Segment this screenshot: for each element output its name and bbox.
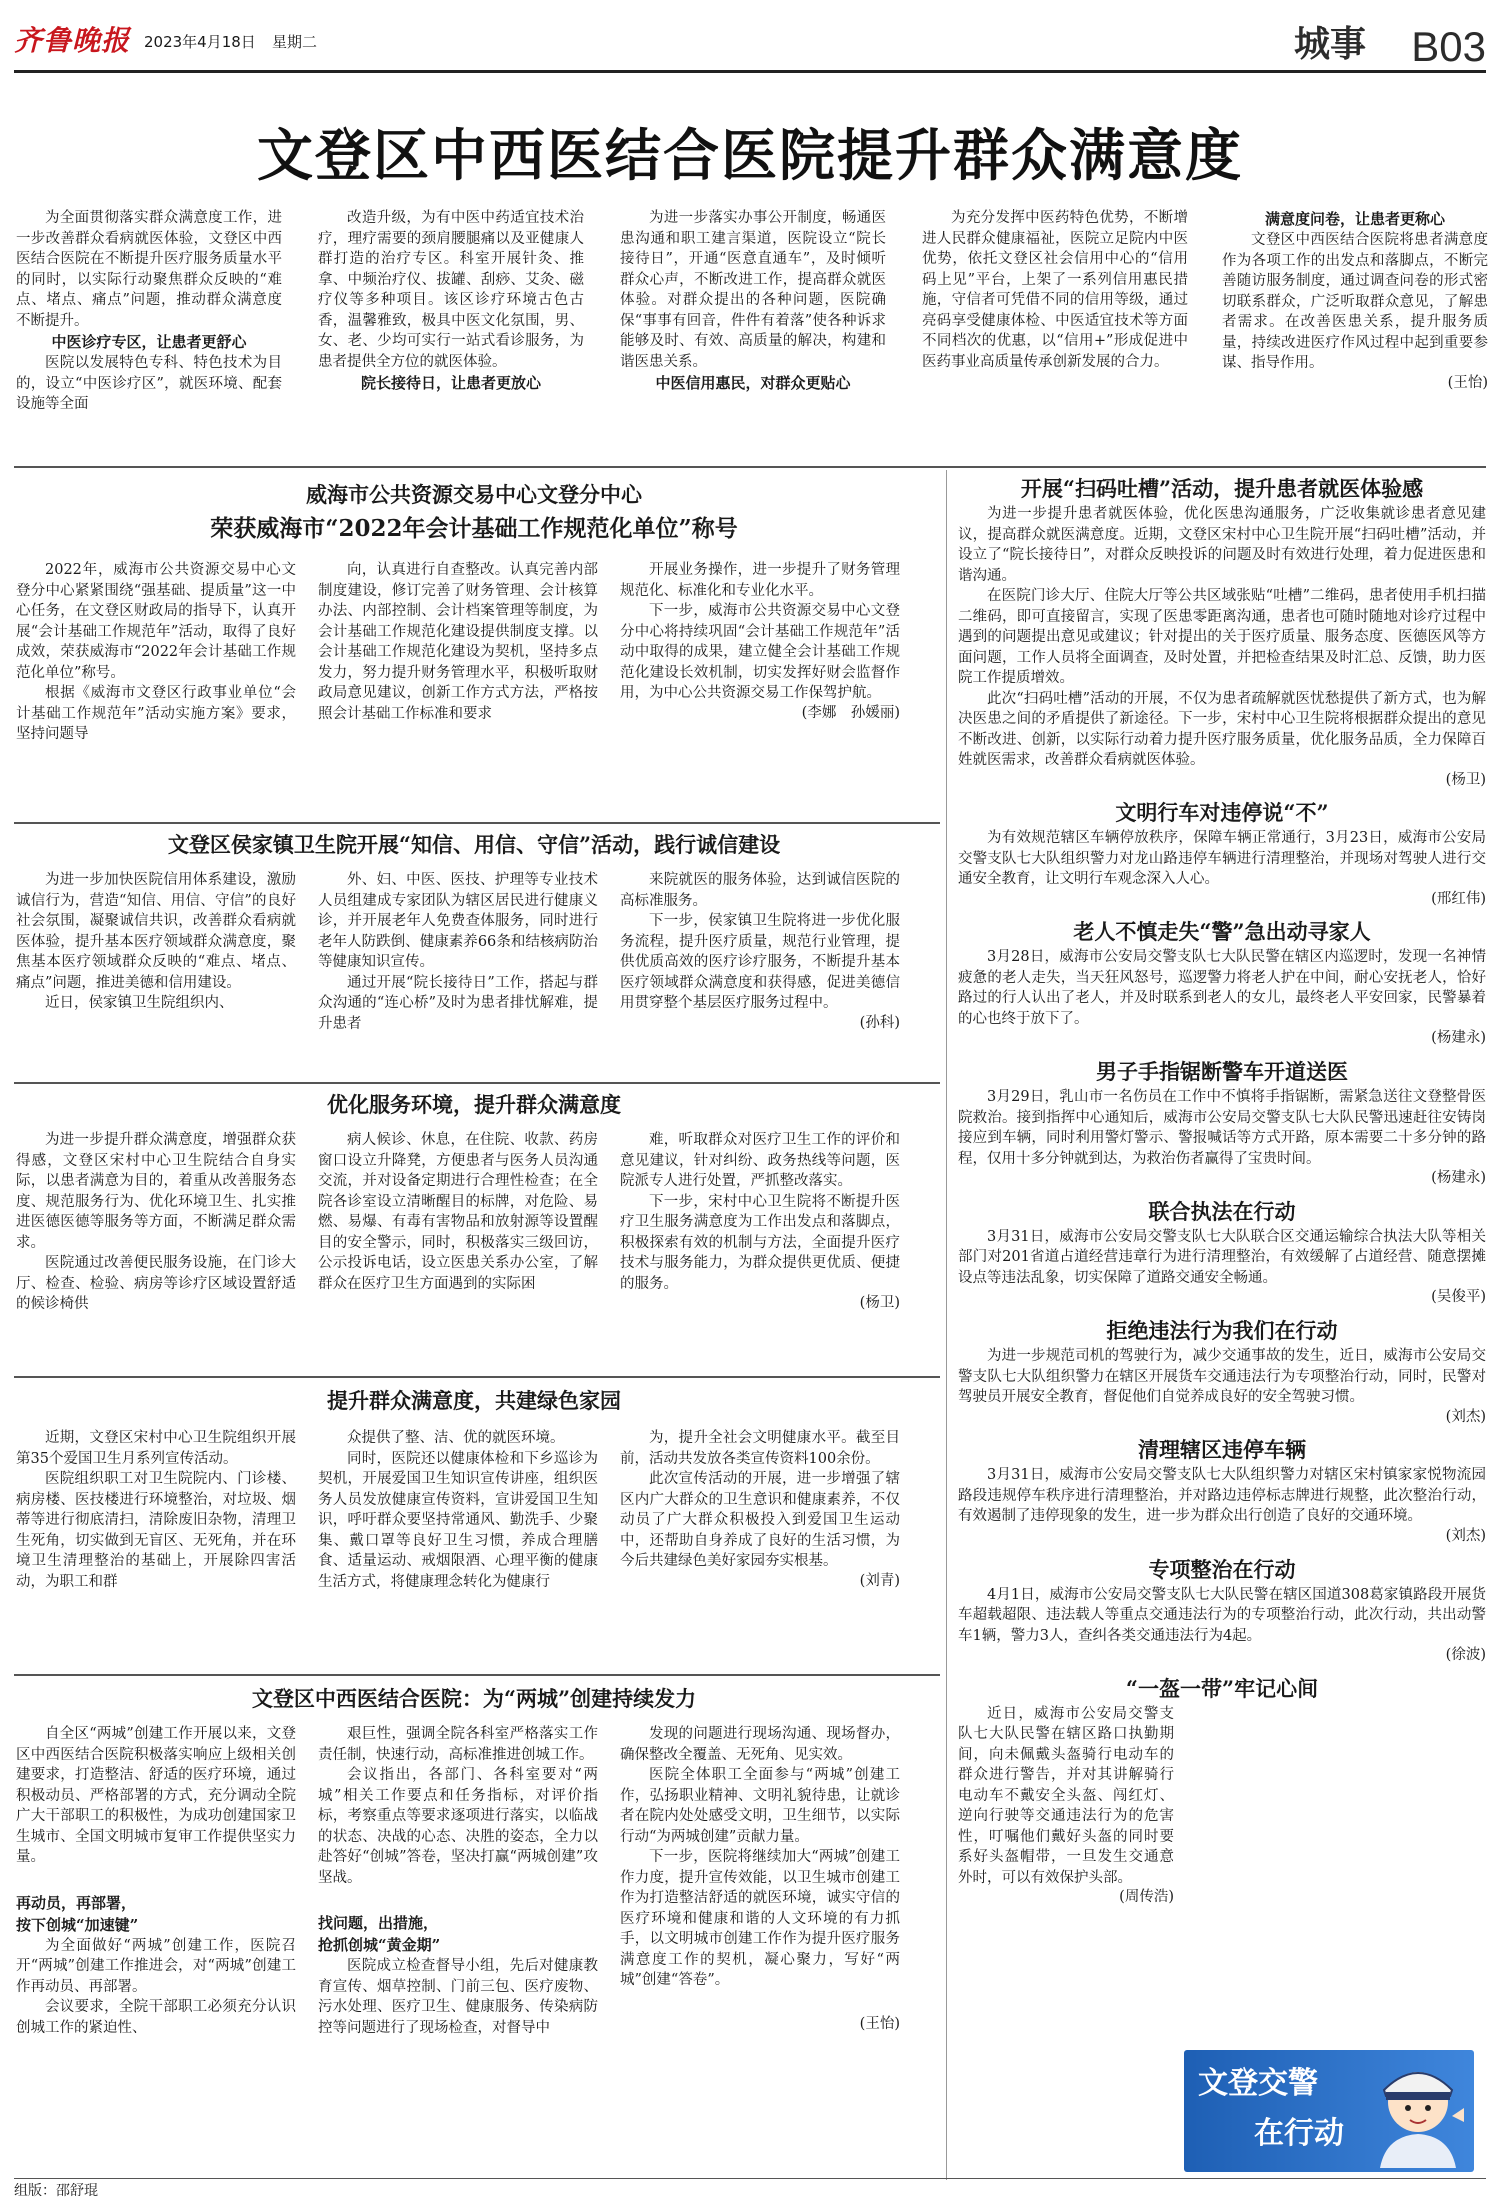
r5-text [958, 1227, 1486, 1289]
s5-col1-text [16, 1428, 296, 1592]
paragraph: 此次“扫码吐槽”活动的开展，不仅为患者疏解就医忧愁提供了新方式，也为解决医患之间的矛盾提供了新途径。下一步，宋村中心卫生院将根据群众提出的意见不断改进、创新，以实际行动着力提升医疗服务质量，优化服务品质，全力保障百姓就医需求，改善群众看病就医体验。 [958, 690, 1486, 768]
paragraph: 为有效规范辖区车辆停放秩序，保障车辆正常通行，3月23日，威海市公安局交警支队七大队组织警力对龙山路违停车辆进行清理整治，并现场对驾驶人进行交通安全教育，让文明行车观念深入人心。 [958, 830, 1486, 888]
r1-text [958, 504, 1486, 771]
r2-title: 文明行车对违停说“不” [1115, 800, 1329, 826]
paragraph: 为进一步落实办事公开制度，畅通医患沟通和职工建言渠道，医院设立“院长接待日”，开通“医意直通车”，及时倾听群众心声，不断改进工作，提高群众就医体验。对群众提出的各种问题，医院确保“事事有回音，件件有着落”使各种诉求能够及时、有效、高质量的解决，构建和谐医患关系。 [620, 210, 886, 370]
paragraph: 为进一步加快医院信用体系建设，激励诚信行为，营造“知信、用信、守信”的良好社会氛围，凝聚诚信共识，改善群众看病就医体验，提升基本医疗领域群众满意度，聚焦基本医疗领域群众反映的“难点、堵点、痛点”问题，推进美德和信用建设。 [16, 872, 296, 991]
main-col-1 [16, 208, 282, 415]
s3-col-2 [318, 870, 598, 1034]
s2-title-2: 荣获威海市“2022年会计基础工作规范化单位”称号 [210, 515, 738, 542]
main-subhead-4: 满意度问卷，让患者更称心 [1264, 210, 1445, 228]
s5-col2-text [318, 1428, 598, 1592]
main-col-2 [318, 208, 584, 394]
paragraph: 为全面贯彻落实群众满意度工作，进一步改善群众看病就医体验，文登区中西医结合医院在不断提升医疗服务质量水平的同时，以实际行动聚焦群众反映的“难点、堵点、痛点”问题，推动群众满意度不断提升。 [16, 210, 282, 329]
main-col-5 [1222, 208, 1488, 393]
r7-title: 清理辖区违停车辆 [1138, 1437, 1306, 1463]
r8-text [958, 1585, 1486, 1647]
s3-col-3 [620, 870, 900, 1033]
paragraph: 开展业务操作，进一步提升了财务管理规范化、标准化和专业化水平。 [620, 562, 900, 599]
paragraph: 为进一步提升患者就医体验，优化医患沟通服务，广泛收集就诊患者意见建议，提高群众就医满意度。近期，文登区宋村中心卫生院开展“扫码吐槽”活动，并设立了“院长接待日”，对群众反映投诉的问题及时有效进行处理，着力促进医患和谐沟通。 [958, 506, 1486, 584]
paragraph: 发现的问题进行现场沟通、现场督办，确保整改全覆盖、无死角、见实效。 [620, 1726, 900, 1763]
paragraph: 众提供了整、洁、优的就医环境。 [347, 1430, 565, 1446]
s6-col3-text [620, 1724, 900, 1991]
paragraph: 同时，医院还以健康体检和下乡巡诊为契机，开展爱国卫生知识宣传讲座，组织医务人员发放健康宣传资料，宣讲爱国卫生知识，呼吁群众要坚持常通风、勤洗手、少聚集、戴口罩等良好卫生习惯，养成合理膳食、适量运动、戒烟限酒、心理平衡的健康生活方式，将健康理念转化为健康行 [318, 1450, 598, 1590]
r9-text [958, 1704, 1174, 1889]
paragraph: 2022年，威海市公共资源交易中心文登分中心紧紧围绕“强基础、提质量”这一中心任务，在文登区财政局的指导下，认真开展“会计基础工作规范年”活动，取得了良好成效，荣获威海市“2022年会计基础工作规范化单位”称号。 [16, 562, 296, 681]
s6-col-2 [318, 1724, 598, 2038]
main-col1b-text [16, 353, 282, 415]
paragraph: 医院通过改善便民服务设施，在门诊大厅、检查、检验、病房等诊疗区域设置舒适的候诊椅供 [16, 1255, 296, 1312]
s4-col3-text [620, 1130, 900, 1294]
r3-title: 老人不慎走失“警”急出动寻家人 [1073, 919, 1371, 945]
paragraph: 改造升级，为有中医中药适宜技术治疗，理疗需要的颈肩腰腿痛以及亚健康人群打造的治疗专区。科室开展针灸、推拿、中频治疗仪、拔罐、刮痧、艾灸、磁疗仪等多种项目。该区诊疗环境古色古香，温馨雅致，极具中医文化氛围，男、女、老、少均可实行一站式看诊服务，为患者提供全方位的就医体验。 [318, 210, 584, 370]
s3-col3-text [620, 870, 900, 1014]
main-col1-text [16, 208, 282, 331]
paragraph: 此次宣传活动的开展，进一步增强了辖区内广大群众的卫生意识和健康素养，不仅动员了广大群众积极投入到爱国卫生运动中，还帮助自身养成了良好的生活习惯，为今后共建绿色美好家园夯实根基。 [620, 1471, 900, 1569]
r9-title: “一盔一带”牢记心间 [1125, 1675, 1319, 1701]
paragraph: 近日，威海市公安局交警支队七大队民警在辖区路口执勤期间，向未佩戴头盔骑行电动车的群众进行警告，并对其讲解骑行电动车不戴安全头盔、闯红灯、逆向行驶等交通违法行为的危害性，叮嘱他们戴好头盔的同时要系好头盔帽带，一旦发生交通意外时，可以有效保护头部。 [958, 1705, 1174, 1886]
r5-byline: (吴俊平) [1431, 1289, 1486, 1306]
s2-col-2 [318, 560, 598, 724]
issue-weekday: 星期二 [272, 33, 318, 51]
main-col3-text [620, 208, 886, 372]
r6-text [958, 1346, 1486, 1408]
s3-col1-text [16, 870, 296, 1014]
paragraph: 会议要求，全院干部职工必须充分认识创城工作的紧迫性、 [16, 1999, 296, 2036]
r7-byline: (刘杰) [1445, 1527, 1486, 1544]
paragraph: 为全面做好“两城”创建工作，医院召开“两城”创建工作推进会，对“两城”创建工作再动员、再部署。 [16, 1937, 296, 1995]
paragraph: 3月31日，威海市公安局交警支队七大队组织警力对辖区宋村镇家家悦物流园路段违规停车秩序进行清理整治，并对路边违停标志牌进行规整，此次整治行动，有效遏制了违停现象的发生，进一步为群众出行创造了良好的交通环境。 [958, 1467, 1486, 1525]
r1-title: 开展“扫码吐槽”活动，提升患者就医体验感 [1020, 476, 1424, 501]
main-col-3 [620, 208, 886, 394]
paragraph: 自全区“两城”创建工作开展以来，文登区中西医结合医院积极落实响应上级相关创建要求，打造整洁、舒适的医疗环境，通过积极动员、严格部署的方式，充分调动全院广大干部职工的积极性，为成功创建国家卫生城市、全国文明城市复审工作提供坚实力量。 [16, 1726, 296, 1865]
badge-line-2: 在行动 [1254, 2116, 1344, 2151]
paragraph: 艰巨性，强调全院各科室严格落实工作责任制，快速行动，高标准推进创城工作。 [318, 1726, 598, 1763]
paragraph: 通过开展“院长接待日”工作，搭起与群众沟通的“连心桥”及时为患者排忧解难，提升患者 [318, 974, 598, 1032]
paragraph: 为进一步提升群众满意度，增强群众获得感，文登区宋村中心卫生院结合自身实际，以患者满意为目的，着重从改善服务态度、规范服务行为、优化环境卫生、扎实推进医德医德等服务等方面，不断满足群众需求。 [16, 1132, 296, 1251]
main-col2-text [318, 208, 584, 372]
r2-text [958, 828, 1486, 890]
newspaper-logo: 齐鲁晚报 [14, 24, 131, 57]
s2-title-1: 威海市公共资源交易中心文登分中心 [306, 482, 642, 507]
r1-byline: (杨卫) [1445, 771, 1486, 788]
paragraph: 下一步，医院将继续加大“两城”创建工作力度，提升宣传效能，以卫生城市创建工作为打造整洁舒适的就医环境，诚实守信的医疗环境和健康和谐的人文环境的有力抓手，以文明城市创建工作作为提升医疗服务满意度工作的契机，凝心聚力，写好“两城”创建“答卷”。 [620, 1849, 900, 1988]
s5-byline: (刘青) [859, 1572, 900, 1589]
s6-byline: (王怡) [859, 2015, 900, 2032]
s3-col2-text [318, 870, 598, 1034]
s6-title: 文登区中西医结合医院：为“两城”创建持续发力 [251, 1686, 697, 1711]
r6-title: 拒绝违法行为我们在行动 [1106, 1318, 1338, 1344]
main-subhead-2: 院长接待日，让患者更放心 [360, 374, 541, 392]
main-subhead-3: 中医信用惠民，对群众更贴心 [655, 374, 851, 392]
paragraph: 根据《威海市文登区行政事业单位“会计基础工作规范年”活动实施方案》要求，坚持问题导 [16, 685, 296, 742]
paragraph: 医院全体职工全面参与“两城”创建工作，弘扬职业精神、文明礼貌待患，让就诊者在院内处处感受文明，卫生细节，以实际行动“为两城创建”贡献力量。 [620, 1767, 900, 1845]
paragraph: 下一步，侯家镇卫生院将进一步优化服务流程，提升医疗质量，规范行业管理，提供优质高效的医疗诊疗服务，不断提升基本医疗领域群众满意度和获得感，促进美德信用贯穿整个基层医疗服务过程中。 [620, 913, 900, 1011]
layout-editor-credit: 组版：邵舒琨 [14, 2183, 98, 2199]
paragraph: 文登区中西医结合医院将患者满意度作为各项工作的出发点和落脚点，不断完善随访服务制度，通过调查问卷的形式密切联系群众，广泛听取群众意见，了解患者需求。在改善医患关系，提升服务质量，持续改进医疗作风过程中起到重要参谋、指导作用。 [1222, 232, 1488, 371]
s3-col-1 [16, 870, 296, 1014]
paragraph: 医院以发展特色专科、特色技术为目的，设立“中医诊疗区”，就医环境、配套设施等全面 [16, 355, 282, 412]
s4-col-2 [318, 1130, 598, 1294]
r8-byline: (徐波) [1445, 1647, 1486, 1664]
r4-text [958, 1087, 1486, 1169]
s6-col1b-text [16, 1936, 296, 2039]
s6-col1-text [16, 1724, 296, 1868]
main-headline: 文登区中西医结合医院提升群众满意度 [257, 123, 1243, 189]
r4-title: 男子手指锯断警车开道送医 [1096, 1059, 1348, 1085]
paragraph: 在医院门诊大厅、住院大厅等公共区域张贴“吐槽”二维码，患者使用手机扫描二维码，即可直接留言，实现了医患零距离沟通，患者也可随时随地对诊疗过程中遇到的问题提出意见或建议；针对提出的关于医疗质量、服务态度、医德医风等方面问题，工作人员将全面调查，及时处置，并把检查结果及时汇总、反馈，助力医院工作提质增效。 [958, 588, 1486, 686]
paragraph: 3月29日，乳山市一名伤员在工作中不慎将手指锯断，需紧急送往文登整骨医院救治。接到指挥中心通知后，威海市公安局交警支队七大队民警迅速赶往安铸岗接应到车辆，同时利用警灯警示、警报喊话等方式开路，原本需要二十多分钟的路程，仅用十多分钟就到达，为救治伤者赢得了宝贵时间。 [958, 1089, 1486, 1167]
s2-col3-text [620, 560, 900, 704]
paragraph: 外、妇、中医、医技、护理等专业技术人员组建成专家团队为辖区居民进行健康义诊，并开展老年人免费查体服务，同时进行老年人防跌倒、健康素养66条和结核病防治等健康知识宣传。 [318, 872, 598, 970]
r8-title: 专项整治在行动 [1148, 1556, 1296, 1582]
police-officer-icon [1366, 2056, 1466, 2168]
paragraph: 下一步，宋村中心卫生院将不断提升医疗卫生服务满意度为工作出发点和落脚点，积极探索有效的机制与方法，全面提升医疗技术与服务能力，为群众提供更优质、便捷的服务。 [620, 1193, 900, 1292]
paragraph: 医院成立检查督导小组，先后对健康教育宣传、烟草控制、门前三包、医疗废物、污水处理、医疗卫生、健康服务、传染病防控等问题进行了现场检查，对督导中 [318, 1958, 598, 2036]
s6-col2-text [318, 1724, 598, 1888]
s4-col-1 [16, 1130, 296, 1315]
r4-byline: (杨建永) [1431, 1170, 1486, 1187]
s3-title: 文登区侯家镇卫生院开展“知信、用信、守信”活动，践行诚信建设 [167, 832, 781, 857]
paragraph: 3月31日，威海市公安局交警支队七大队联合区交通运输综合执法大队等相关部门对201省道占道经营违章行为进行清理整治，有效缓解了占道经营、随意摆摊设点等违法乱象，切实保障了道路交通安全畅通。 [958, 1228, 1486, 1286]
right-column [958, 474, 1486, 1908]
s4-col-3 [620, 1130, 900, 1314]
issue-date: 2023年4月18日 [144, 33, 256, 51]
s4-byline: (杨卫) [859, 1295, 900, 1311]
s2-col-1 [16, 560, 296, 745]
s4-title: 优化服务环境，提升群众满意度 [327, 1092, 621, 1117]
paragraph: 近日，侯家镇卫生院组织内、 [45, 995, 234, 1011]
s2-col-3 [620, 560, 900, 723]
paragraph: 难，听取群众对医疗卫生工作的评价和意见建议，针对纠纷、政务热线等问题，医院派专人进行处置，严抓整改落实。 [620, 1132, 900, 1189]
s6-col-1 [16, 1724, 296, 2038]
s3-byline: (孙科) [859, 1014, 900, 1031]
main-byline: (王怡) [1447, 374, 1488, 391]
paragraph: 3月28日，威海市公安局交警支队七大队民警在辖区内巡逻时，发现一名神情疲惫的老人走失，当天狂风怒号，巡逻警力将老人护在中间，耐心安抚老人，恰好路过的行人认出了老人，并及时联系到老人的女儿，最终老人平安回家，民警暴着的心也终于放下了。 [958, 949, 1486, 1027]
s6-subhead-2: 找问题，出措施， 抢抓创城“黄金期” [318, 1914, 441, 1954]
r9-byline: (周传浩) [1119, 1889, 1174, 1906]
s5-title: 提升群众满意度，共建绿色家园 [327, 1388, 621, 1413]
r6-byline: (刘杰) [1445, 1408, 1486, 1425]
s5-col-2 [318, 1428, 598, 1592]
s4-col2-text [318, 1130, 598, 1294]
r5-title: 联合执法在行动 [1148, 1198, 1296, 1224]
paragraph: 会议指出，各部门、各科室要对“两城”相关工作要点和任务指标，对评价指标，考察重点等要求逐项进行落实，以临战的状态、决战的心态、决胜的姿态，全力以赴答好“创城”答卷，坚决打赢“两城创建”攻坚战。 [318, 1767, 598, 1886]
s5-col3-text [620, 1428, 900, 1572]
paragraph: 4月1日，威海市公安局交警支队七大队民警在辖区国道308葛家镇路段开展货车超载超限、违法载人等重点交通违法行为的专项整治行动，此次行动，共出动警车1辆，警力3人，查纠各类交通违法行为4起。 [958, 1586, 1486, 1644]
s6-subhead-1: 再动员，再部署， 按下创城“加速键” [16, 1893, 139, 1934]
main-col4-text [922, 208, 1188, 372]
s5-col-3 [620, 1428, 900, 1591]
r3-text [958, 947, 1486, 1029]
paragraph: 医院组织职工对卫生院院内、门诊楼、病房楼、医技楼进行环境整治，对垃圾、烟蒂等进行彻底清扫，清除废旧杂物，清理卫生死角，切实做到无盲区、无死角，并在环境卫生清理整治的基础上，开展除四害活动，为职工和群 [16, 1471, 296, 1590]
badge-line-1: 文登交警 [1198, 2066, 1318, 2101]
traffic-police-badge [1184, 2050, 1474, 2172]
paragraph: 来院就医的服务体验，达到诚信医院的高标准服务。 [620, 872, 900, 909]
main-subhead-1: 中医诊疗专区，让患者更舒心 [51, 333, 247, 351]
s4-col1-text [16, 1130, 296, 1315]
s2-col1-text [16, 560, 296, 745]
r2-byline: (邢红伟) [1431, 890, 1486, 907]
paragraph: 向，认真进行自查整改。认真完善内部制度建设，修订完善了财务管理、会计核算办法、内部控制、会计档案管理等制度，为会计基础工作规范化建设提供制度支撑。以会计基础工作规范化建设为契机，坚持多点发力，努力提升财务管理水平，积极听取财政局意见建议，创新工作方式方法，严格按照会计基础工作标准和要求 [318, 562, 598, 722]
main-col-4 [922, 208, 1188, 372]
s6-col2b-text [318, 1956, 598, 2038]
paragraph: 为，提升全社会文明健康水平。截至目前，活动共发放各类宣传资料100余份。 [620, 1430, 900, 1467]
paragraph: 近期，文登区宋村中心卫生院组织开展第35个爱国卫生月系列宣传活动。 [16, 1430, 296, 1467]
paragraph: 下一步，威海市公共资源交易中心文登分中心将持续巩固“会计基础工作规范年”活动中取得的成果，建立健全会计基础工作规范化建设长效机制，切实发挥好财会监督作用，为中心公共资源交易工作保驾护航。 [620, 603, 900, 701]
section-name: 城事 [1293, 23, 1366, 65]
s2-col2-text [318, 560, 598, 724]
s5-col-1 [16, 1428, 296, 1592]
page-number: B03 [1411, 23, 1486, 70]
r7-text [958, 1465, 1486, 1527]
paragraph: 为充分发挥中医药特色优势，不断增进人民群众健康福祉，医院立足院内中医优势，依托文登区社会信用中心的“信用码上见”平台，上架了一系列信用惠民措施，守信者可凭借不同的信用等级，通过亮码享受健康体检、中医适宜技术等方面不同档次的优惠，以“信用+”形成促进中医药事业高质量传承创新发展的合力。 [922, 210, 1188, 370]
paragraph: 为进一步规范司机的驾驶行为，减少交通事故的发生，近日，威海市公安局交警支队七大队组织警力在辖区开展货车交通违法行为专项整治行动，同时，民警对驾驶员开展安全教育，督促他们自觉养成良好的安全驾驶习惯。 [958, 1348, 1486, 1406]
r3-byline: (杨建永) [1431, 1030, 1486, 1047]
paragraph: 病人候诊、休息，在住院、收款、药房窗口设立升降凳，方便患者与医务人员沟通交流，并对设备定期进行合理性检查；在全院各诊室设立清晰醒目的标牌，对危险、易燃、易爆、有毒有害物品和放射源等设置醒目的安全警示，同时，积极落实三级回访，公示投诉电话，设立医患关系办公室，了解群众在医疗卫生方面遇到的实际困 [318, 1132, 598, 1292]
main-col5-text [1222, 230, 1488, 374]
masthead [14, 18, 1486, 70]
s2-byline: (李娜 孙媛丽) [801, 704, 900, 721]
s6-col-3 [620, 1724, 900, 2034]
